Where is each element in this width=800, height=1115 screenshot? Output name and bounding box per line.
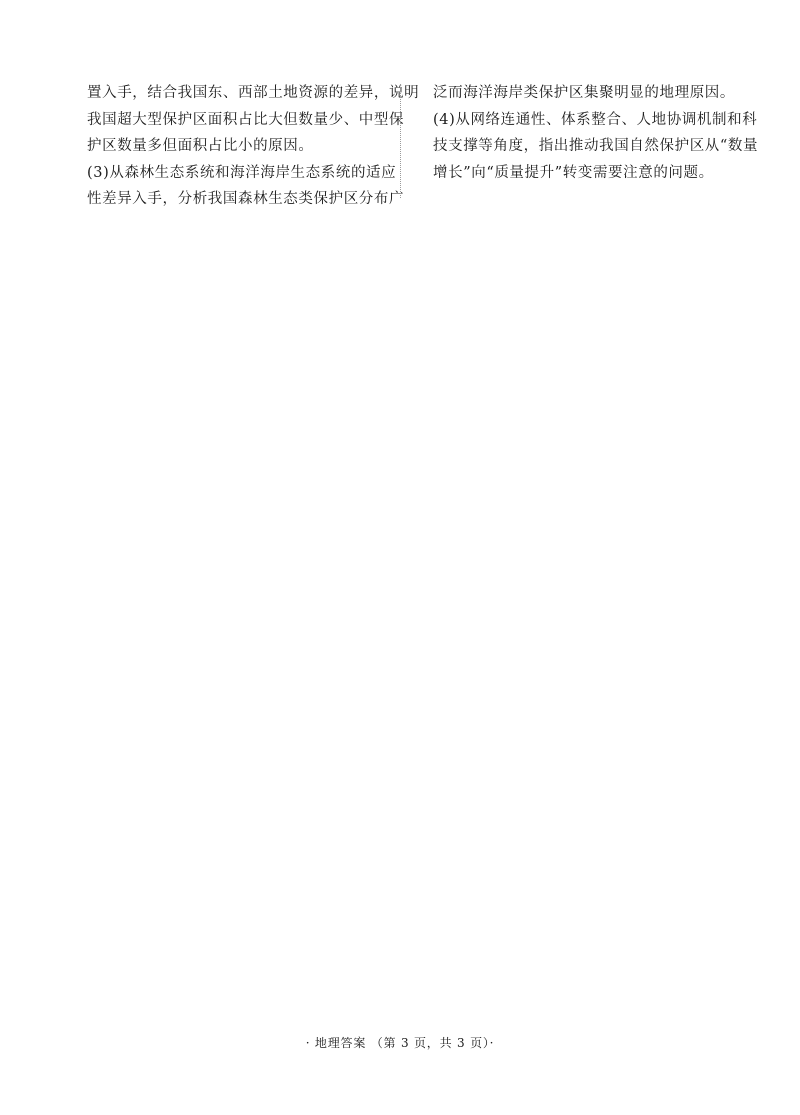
text-line: 技支撑等角度，指出推动我国自然保护区从“数量 bbox=[433, 138, 759, 154]
text-line: 增长”向“质量提升”转变需要注意的问题。 bbox=[433, 164, 714, 181]
page-footer: · 地理答案 （第 3 页，共 3 页）· bbox=[305, 1036, 495, 1050]
left-column bbox=[87, 80, 420, 213]
right-column bbox=[433, 80, 759, 186]
text-line: 泛而海洋海岸类保护区集聚明显的地理原因。 bbox=[433, 85, 735, 101]
text-line: (4)从网络连通性、体系整合、人地协调机制和科 bbox=[433, 111, 758, 128]
text-line: 护区数量多但面积占比小的原因。 bbox=[87, 138, 314, 154]
text-line: 性差异入手，分析我国森林生态类保护区分布广 bbox=[87, 191, 405, 207]
text-line: 置入手，结合我国东、西部土地资源的差异，说明 bbox=[87, 85, 420, 101]
column-divider bbox=[400, 84, 401, 198]
text-line: (3)从森林生态系统和海洋海岸生态系统的适应 bbox=[87, 164, 397, 181]
text-line: 我国超大型保护区面积占比大但数量少、中型保 bbox=[87, 111, 405, 128]
